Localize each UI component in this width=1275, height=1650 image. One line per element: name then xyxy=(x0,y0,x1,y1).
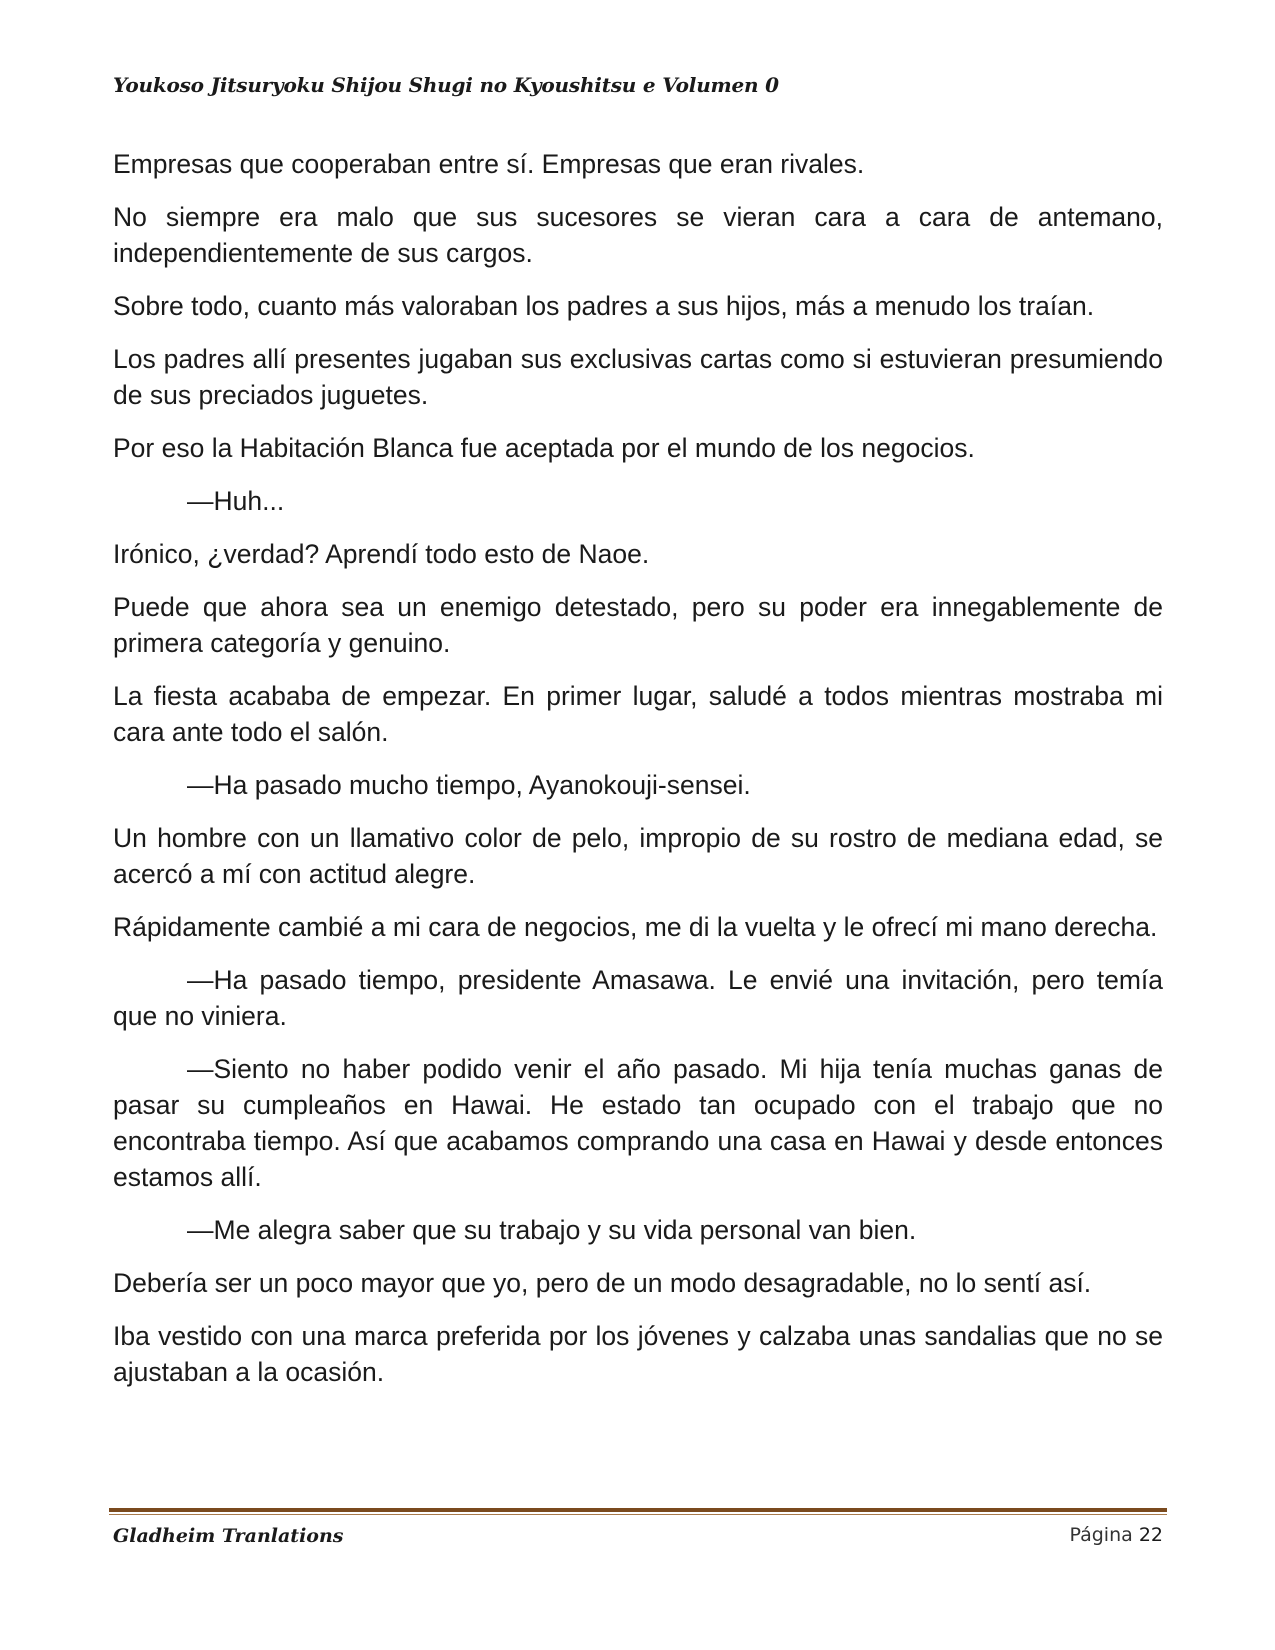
footer-rule-thin xyxy=(109,1514,1167,1515)
paragraph: La fiesta acababa de empezar. En primer lugar, saludé a todos mientras mostraba mi cara ante todo el salón. xyxy=(113,681,1163,747)
paragraph: Irónico, ¿verdad? Aprendí todo esto de Naoe. xyxy=(113,539,650,569)
paragraph: Debería ser un poco mayor que yo, pero de un modo desagradable, no lo sentí así. xyxy=(113,1268,1092,1298)
paragraph: Por eso la Habitación Blanca fue aceptada por el mundo de los negocios. xyxy=(113,433,975,463)
paragraph: Empresas que cooperaban entre sí. Empresas que eran rivales. xyxy=(113,149,865,179)
paragraph: No siempre era malo que sus sucesores se vieran cara a cara de antemano, independientemente de sus cargos. xyxy=(113,202,1163,268)
paragraph: Un hombre con un llamativo color de pelo, impropio de su rostro de mediana edad, se acercó a mí con actitud alegre. xyxy=(113,823,1163,889)
dialogue-paragraph: —Huh... xyxy=(187,486,285,516)
footer-credit: Gladheim Tranlations xyxy=(113,1525,344,1547)
paragraph: Sobre todo, cuanto más valoraban los padres a sus hijos, más a menudo los traían. xyxy=(113,291,1095,321)
page-number: 22 xyxy=(1138,1524,1163,1546)
paragraph: Puede que ahora sea un enemigo detestado, pero su poder era innegablemente de primera categoría y genuino. xyxy=(113,592,1163,658)
body-text xyxy=(113,146,1163,1407)
dialogue-paragraph: —Siento no haber podido venir el año pasado. Mi hija tenía muchas ganas de pasar su cumpleaños en Hawai. He estado tan ocupado con el trabajo que no encontraba tiempo. Así que acabamos comprando una casa en Hawai y desde entonces estamos allí. xyxy=(113,1054,1163,1192)
page-number-block xyxy=(1069,1524,1163,1546)
paragraph: Rápidamente cambié a mi cara de negocios, me di la vuelta y le ofrecí mi mano derecha. xyxy=(113,912,1158,942)
dialogue-paragraph: —Ha pasado tiempo, presidente Amasawa. Le envié una invitación, pero temía que no viniera. xyxy=(113,965,1163,1031)
dialogue-paragraph: —Me alegra saber que su trabajo y su vida personal van bien. xyxy=(187,1215,917,1245)
footer-rule xyxy=(109,1508,1167,1512)
paragraph: Los padres allí presentes jugaban sus exclusivas cartas como si estuvieran presumiendo de sus preciados juguetes. xyxy=(113,344,1163,410)
header-title: Youkoso Jitsuryoku Shijou Shugi no Kyoushitsu e Volumen 0 xyxy=(113,73,779,97)
paragraph: Iba vestido con una marca preferida por los jóvenes y calzaba unas sandalias que no se ajustaban a la ocasión. xyxy=(113,1321,1163,1387)
page-label: Página xyxy=(1069,1524,1133,1546)
dialogue-paragraph: —Ha pasado mucho tiempo, Ayanokouji-sensei. xyxy=(187,770,751,800)
